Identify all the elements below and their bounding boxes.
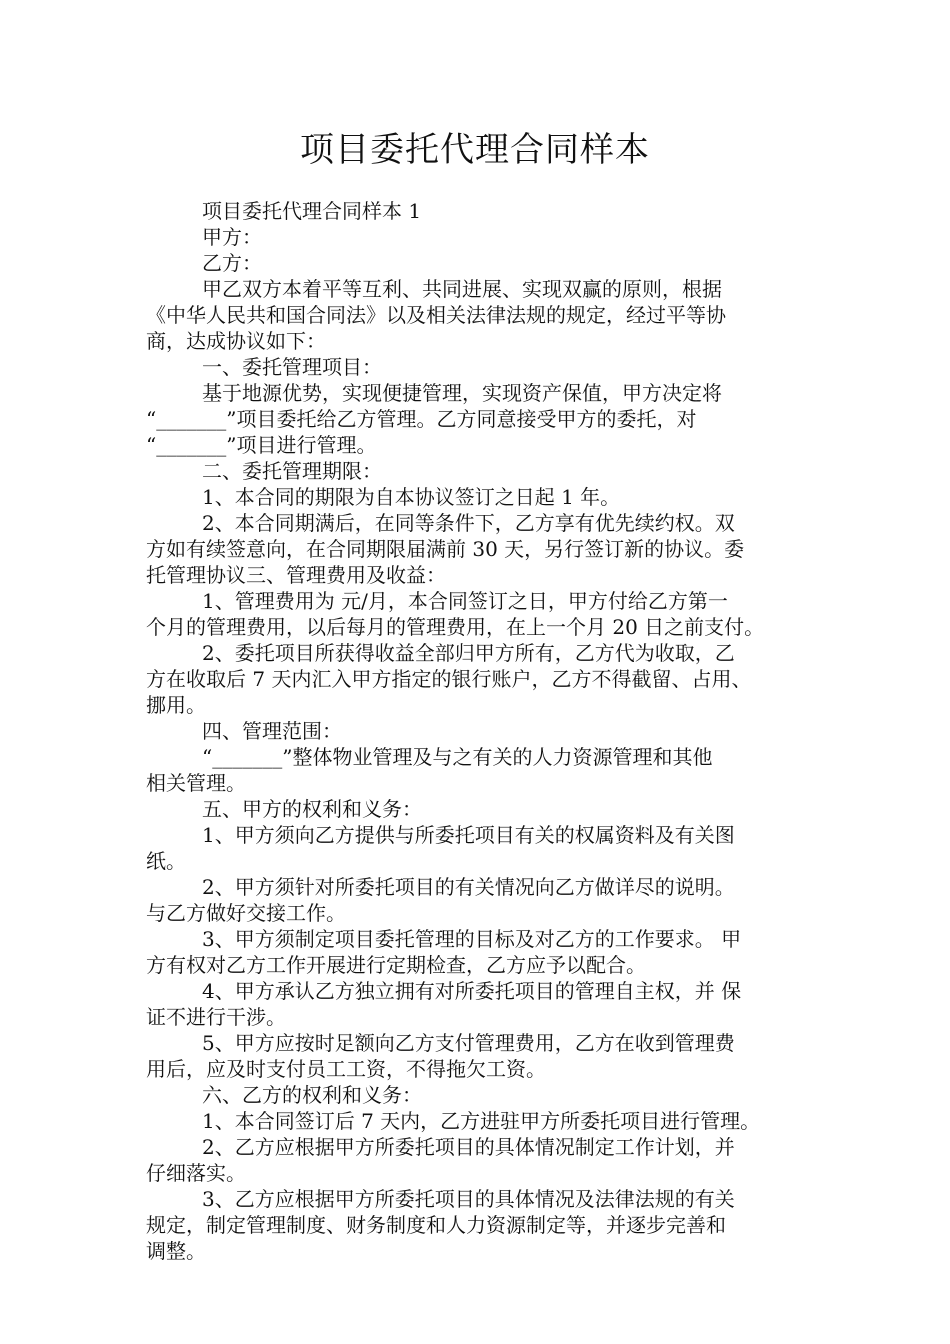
paragraph-line: “_______”整体物业管理及与之有关的人力资源管理和其他 — [202, 745, 713, 769]
paragraph-line: 2、乙方应根据甲方所委托项目的具体情况制定工作计划，并 — [202, 1135, 735, 1159]
paragraph-line: 2、委托项目所获得收益全部归甲方所有，乙方代为收取，乙 — [202, 641, 735, 665]
paragraph-line: 调整。 — [146, 1239, 206, 1263]
paragraph-line: 证不进行干涉。 — [146, 1005, 286, 1029]
party-a-line: 甲方： — [202, 225, 262, 249]
paragraph-line: “_______”项目进行管理。 — [146, 433, 377, 457]
party-b-line: 乙方： — [202, 251, 262, 275]
paragraph-line: 仔细落实。 — [146, 1161, 246, 1185]
paragraph-line: 方有权对乙方工作开展进行定期检查，乙方应予以配合。 — [146, 953, 646, 977]
paragraph-line: 相关管理。 — [146, 771, 246, 795]
paragraph-line: 1、本合同签订后 7 天内，乙方进驻甲方所委托项目进行管理。 — [202, 1109, 761, 1133]
paragraph-line: 与乙方做好交接工作。 — [146, 901, 346, 925]
paragraph-line: 1、本合同的期限为自本协议签订之日起 1 年。 — [202, 485, 621, 509]
section-heading: 二、委托管理期限： — [202, 459, 382, 483]
paragraph-line: 方在收取后 7 天内汇入甲方指定的银行账户，乙方不得截留、占用、 — [146, 667, 752, 691]
paragraph-line: 挪用。 — [146, 693, 206, 717]
paragraph-line: 商，达成协议如下： — [146, 329, 326, 353]
paragraph-line: 甲乙双方本着平等互利、共同进展、实现双赢的原则，根据 — [202, 277, 722, 301]
paragraph-line: 5、甲方应按时足额向乙方支付管理费用，乙方在收到管理费 — [202, 1031, 735, 1055]
paragraph-line: 基于地源优势，实现便捷管理，实现资产保值，甲方决定将 — [202, 381, 722, 405]
paragraph-line: 1、甲方须向乙方提供与所委托项目有关的权属资料及有关图 — [202, 823, 735, 847]
paragraph-line: 4、甲方承认乙方独立拥有对所委托项目的管理自主权，并 保 — [202, 979, 742, 1003]
section-heading: 四、管理范围： — [202, 719, 342, 743]
subtitle-line: 项目委托代理合同样本 1 — [202, 199, 422, 223]
section-heading: 一、委托管理项目： — [202, 355, 382, 379]
section-heading: 六、乙方的权利和义务： — [202, 1083, 422, 1107]
paragraph-line: 2、本合同期满后，在同等条件下，乙方享有优先续约权。双 — [202, 511, 735, 535]
paragraph-line: 规定，制定管理制度、财务制度和人力资源制定等，并逐步完善和 — [146, 1213, 726, 1237]
paragraph-line: 用后，应及时支付员工工资，不得拖欠工资。 — [146, 1057, 546, 1081]
paragraph-line: 方如有续签意向，在合同期限届满前 30 天，另行签订新的协议。委 — [146, 537, 745, 561]
document-title: 项目委托代理合同样本 — [300, 130, 650, 170]
paragraph-line: 纸。 — [146, 849, 186, 873]
paragraph-line: 《中华人民共和国合同法》以及相关法律法规的规定，经过平等协 — [146, 303, 726, 327]
document-body — [146, 198, 810, 1264]
paragraph-line: 个月的管理费用，以后每月的管理费用，在上一个月 20 日之前支付。 — [146, 615, 765, 639]
paragraph-line: 托管理协议三、管理费用及收益： — [146, 563, 446, 587]
paragraph-line: 3、甲方须制定项目委托管理的目标及对乙方的工作要求。 甲 — [202, 927, 742, 951]
paragraph-line: 3、乙方应根据甲方所委托项目的具体情况及法律法规的有关 — [202, 1187, 735, 1211]
section-heading: 五、甲方的权利和义务： — [202, 797, 422, 821]
paragraph-line: 2、甲方须针对所委托项目的有关情况向乙方做详尽的说明。 — [202, 875, 735, 899]
paragraph-line: 1、管理费用为 元/月，本合同签订之日，甲方付给乙方第一 — [202, 589, 728, 613]
paragraph-line: “_______”项目委托给乙方管理。乙方同意接受甲方的委托，对 — [146, 407, 697, 431]
